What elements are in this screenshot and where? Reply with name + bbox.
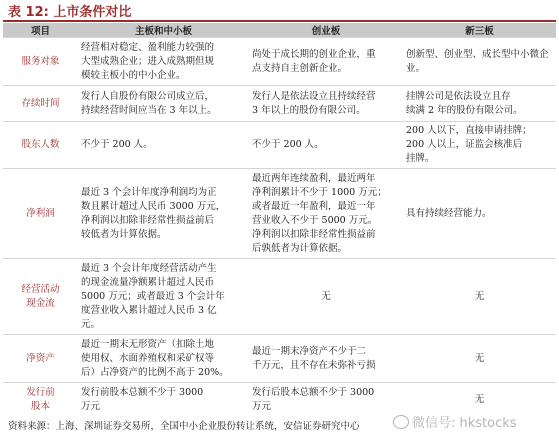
- row-item-label: 发行前 股本: [3, 383, 78, 417]
- cell-main-board: 最近 3 个会计年度经营活动产生 的现金流量净额累计超过人民币 5000 万元；或者最近 3 个会计年 度营业收入累计超过人民币 3 亿 元。: [78, 259, 249, 335]
- cell-main-board: 最近 3 个会计年度净利润均为正 数且累计超过人民币 3000 万元， 净利润以扣除非经常性损益前后 较低者为计算依据。: [78, 169, 249, 259]
- cell-gem: 无: [249, 259, 403, 335]
- cell-neeq: 创新型、创业型、成长型中小微企业。: [403, 38, 556, 86]
- table-row: [3, 169, 556, 259]
- cell-gem: 发行后股本总额不少于 3000 万元: [249, 383, 403, 417]
- cell-main-board: 发行人自股份有限公司成立后， 持续经营时间应当在 3 年以上。: [78, 86, 249, 122]
- table-row: [3, 38, 556, 86]
- header-neeq: 新三板: [403, 23, 556, 38]
- cell-main-board: 发行前股本总额不少于 3000 万元: [78, 383, 249, 417]
- cell-neeq: 200 人以下，直接申请挂牌； 200 人以上，证监会核准后 挂牌。: [403, 122, 556, 169]
- cell-neeq: 无: [403, 383, 556, 417]
- cell-gem: 最近一期末净资产不少于二 千万元，且不存在未弥补亏损: [249, 335, 403, 383]
- table-header-row: [3, 23, 556, 38]
- header-item: 项目: [3, 23, 78, 38]
- cell-neeq: 具有持续经营能力。: [403, 169, 556, 259]
- row-item-label: 服务对象: [3, 38, 78, 86]
- cell-gem: 尚处于成长期的创业企业，重 点支持自主创新企业。: [249, 38, 403, 86]
- cell-neeq: 无: [403, 335, 556, 383]
- cell-gem: 不少于 200 人。: [249, 122, 403, 169]
- header-gem: 创业板: [249, 23, 403, 38]
- cell-neeq: 挂牌公司是依法设立且存 续满 2 年的股份有限公司。: [403, 86, 556, 122]
- table-title-bar: [3, 0, 556, 22]
- row-item-label: 经营活动 现金流: [3, 259, 78, 335]
- cell-neeq: 无: [403, 259, 556, 335]
- wechat-watermark: [393, 412, 517, 431]
- cell-main-board: 经营相对稳定、盈利能力较强的 大型成熟企业；进入成熟期但规 模较主板小的中小企业。: [78, 38, 249, 86]
- table-row: [3, 259, 556, 335]
- cell-main-board: 不少于 200 人。: [78, 122, 249, 169]
- watermark-text: 微信号: hkstocks: [412, 416, 517, 431]
- row-item-label: 净利润: [3, 169, 78, 259]
- row-item-label: 股东人数: [3, 122, 78, 169]
- row-item-label: 存续时间: [3, 86, 78, 122]
- cell-gem: 最近两年连续盈利，最近两年 净利润累计不少于 1000 万元； 或者最近一年盈利，最近一年 营业收入不少于 5000 万元。 净利润以扣除非经常性损益前 后孰低者为计算依据。: [249, 169, 403, 259]
- wechat-icon: [393, 415, 409, 429]
- cell-gem: 发行人是依法设立且持续经营 3 年以上的股份有限公司。: [249, 86, 403, 122]
- table-row: [3, 86, 556, 122]
- listing-conditions-table: [3, 23, 556, 417]
- cell-main-board: 最近一期末无形资产（扣除土地 使用权、水面养殖权和采矿权等 后）占净资产的比例不高于 20%。: [78, 335, 249, 383]
- source-note: 资料来源：上海、深圳证券交易所，全国中小企业股份转让系统，安信证券研究中心: [8, 421, 360, 432]
- row-item-label: 净资产: [3, 335, 78, 383]
- header-main-board: 主板和中小板: [78, 23, 249, 38]
- table-row: [3, 122, 556, 169]
- table-row: [3, 335, 556, 383]
- table-title: 表 12: 上市条件对比: [8, 5, 132, 20]
